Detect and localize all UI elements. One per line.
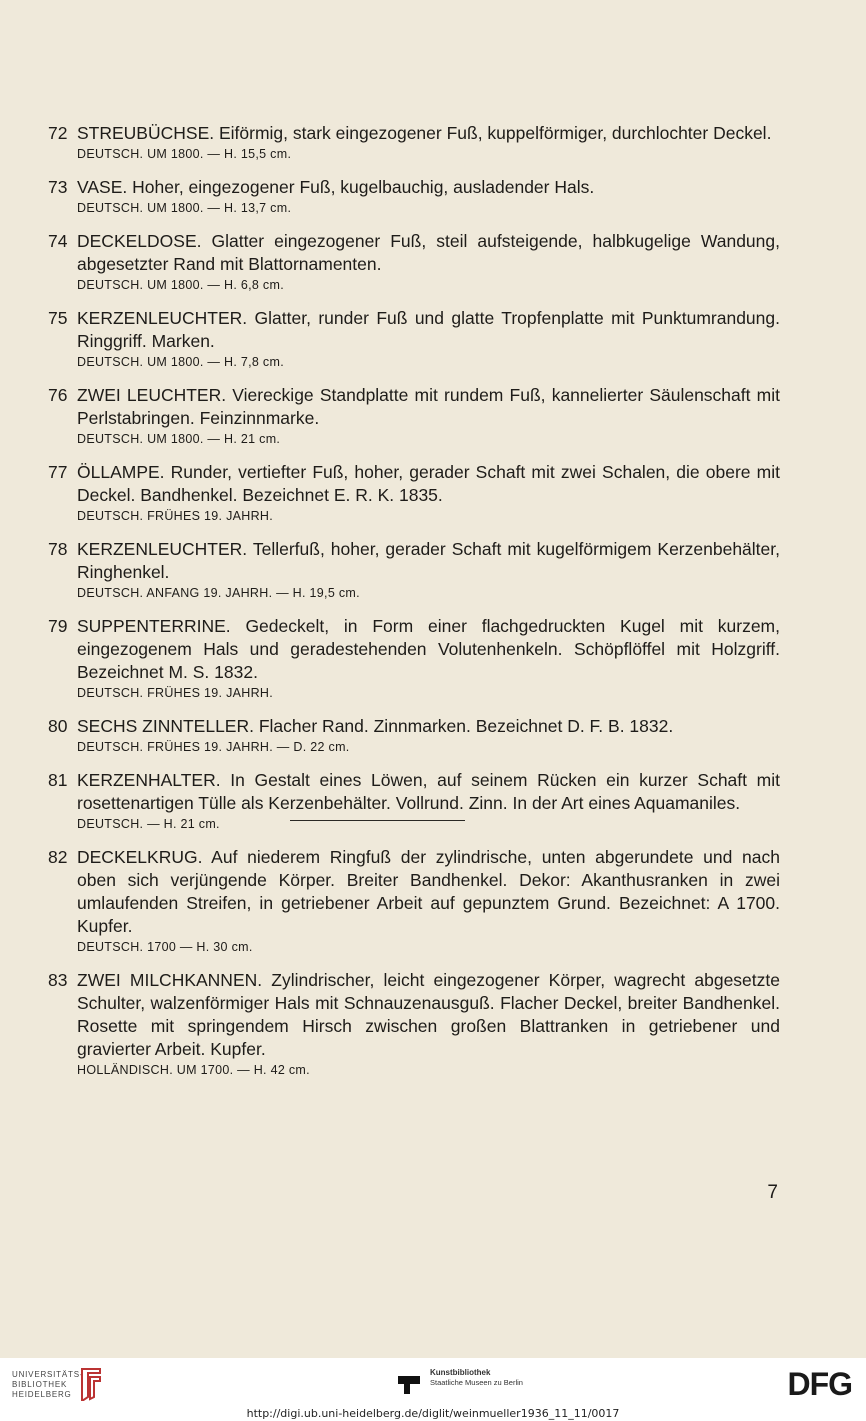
page-number: 7 bbox=[767, 1182, 778, 1203]
entry-number: 81 bbox=[48, 770, 68, 790]
entry-description: VASE. Hoher, eingezogener Fuß, kugelbauchig, ausladender Hals. bbox=[77, 177, 595, 197]
entry-description: DECKELDOSE. Glatter eingezogener Fuß, steil aufsteigende, halbkugelige Wandung, abgesetzter Rand mit Blattornamenten. bbox=[77, 231, 780, 274]
entry-provenance: DEUTSCH. 1700 — H. 30 cm. bbox=[77, 940, 253, 954]
entry-provenance: DEUTSCH. — H. 21 cm. bbox=[77, 817, 220, 831]
entry-number: 83 bbox=[48, 970, 68, 990]
entry-number: 72 bbox=[48, 123, 68, 143]
catalog-entry-81 bbox=[48, 769, 780, 832]
entry-provenance-row bbox=[77, 816, 780, 832]
section-divider bbox=[290, 820, 465, 821]
kunstbibliothek-icon bbox=[396, 1374, 422, 1396]
catalog-entry-83 bbox=[48, 969, 780, 1078]
ub-heidelberg-logo-icon[interactable] bbox=[78, 1367, 104, 1401]
entry-provenance: DEUTSCH. FRÜHES 19. JAHRH. bbox=[77, 686, 274, 700]
entry-description: ÖLLAMPE. Runder, vertiefter Fuß, hoher, gerader Schaft mit zwei Schalen, die obere mit Deckel. Bandhenkel. Bezeichnet E. R. K. 1835. bbox=[77, 462, 780, 505]
entry-description: ZWEI LEUCHTER. Viereckige Standplatte mit rundem Fuß, kannelierter Säulenschaft mit Perlstabringen. Feinzinnmarke. bbox=[77, 385, 780, 428]
entry-number: 76 bbox=[48, 385, 68, 405]
entry-number: 77 bbox=[48, 462, 68, 482]
entry-number: 75 bbox=[48, 308, 68, 328]
entry-description: ZWEI MILCHKANNEN. Zylindrischer, leicht eingezogener Körper, wagrecht abgesetzte Schulter, walzenförmiger Hals mit Schnauzenausguß. Flacher Deckel, breiter Bandhenkel. Rosette mit springendem Hirsch zwischen großen Blattranken in getriebener und gravierter Arbeit. Kupfer. bbox=[77, 970, 780, 1059]
catalog-entry-72 bbox=[48, 122, 780, 162]
entry-provenance: DEUTSCH. UM 1800. — H. 13,7 cm. bbox=[77, 201, 292, 215]
entry-description: KERZENLEUCHTER. Tellerfuß, hoher, gerader Schaft mit kugelförmigem Kerzenbehälter, Ringhenkel. bbox=[77, 539, 780, 582]
kunstbibliothek-title: Kunstbibliothek bbox=[430, 1368, 491, 1377]
catalog-entry-79 bbox=[48, 615, 780, 701]
kunstbibliothek-subtitle: Staatliche Museen zu Berlin bbox=[430, 1378, 523, 1387]
entry-description: SECHS ZINNTELLER. Flacher Rand. Zinnmarken. Bezeichnet D. F. B. 1832. bbox=[77, 716, 674, 736]
entry-description: KERZENHALTER. In Gestalt eines Löwen, auf seinem Rücken ein kurzer Schaft mit rosettenartigen Tülle als Kerzenbehälter. Vollrund. Zinn. In der Art eines Aquamaniles. bbox=[77, 770, 780, 813]
library-line: HEIDELBERG bbox=[12, 1390, 72, 1399]
catalog-entry-73 bbox=[48, 176, 780, 216]
catalog-entry-82 bbox=[48, 846, 780, 955]
entry-provenance: DEUTSCH. UM 1800. — H. 6,8 cm. bbox=[77, 278, 284, 292]
entry-number: 79 bbox=[48, 616, 68, 636]
permalink-url[interactable]: http://digi.ub.uni-heidelberg.de/diglit/weinmueller1936_11_11/0017 bbox=[246, 1407, 620, 1420]
catalog-entry-77 bbox=[48, 461, 780, 524]
library-line: BIBLIOTHEK bbox=[12, 1380, 68, 1389]
entry-provenance: DEUTSCH. ANFANG 19. JAHRH. — H. 19,5 cm. bbox=[77, 586, 360, 600]
catalog-entries bbox=[48, 122, 780, 1092]
entry-provenance: DEUTSCH. UM 1800. — H. 21 cm. bbox=[77, 432, 281, 446]
library-line: UNIVERSITÄTS- bbox=[12, 1370, 84, 1379]
entry-description: STREUBÜCHSE. Eiförmig, stark eingezogener Fuß, kuppelförmiger, durchlochter Deckel. bbox=[77, 123, 772, 143]
digitization-footer bbox=[0, 1358, 866, 1421]
catalog-entry-80 bbox=[48, 715, 780, 755]
entry-description: KERZENLEUCHTER. Glatter, runder Fuß und glatte Tropfenplatte mit Punktumrandung. Ringgriff. Marken. bbox=[77, 308, 780, 351]
kunstbibliothek-text bbox=[430, 1368, 523, 1388]
entry-number: 82 bbox=[48, 847, 68, 867]
entry-description: SUPPENTERRINE. Gedeckelt, in Form einer flachgedruckten Kugel mit kurzem, eingezogenem Hals und geradestehenden Volutenhenkeln. Schöpflöffel mit Holzgriff. Bezeichnet M. S. 1832. bbox=[77, 616, 780, 682]
entry-description: DECKELKRUG. Auf niederem Ringfuß der zylindrische, unten abgerundete und nach oben sich verjüngende Körper. Breiter Bandhenkel. Dekor: Akanthusranken in zwei umlaufenden Streifen, in getriebener Arbeit auf gepunztem Grund. Bezeichnet: A 1700. Kupfer. bbox=[77, 847, 780, 936]
ub-heidelberg-logo-text[interactable] bbox=[12, 1370, 83, 1400]
catalog-entry-78 bbox=[48, 538, 780, 601]
entry-number: 78 bbox=[48, 539, 68, 559]
entry-provenance: DEUTSCH. FRÜHES 19. JAHRH. bbox=[77, 509, 274, 523]
entry-provenance: DEUTSCH. UM 1800. — H. 15,5 cm. bbox=[77, 147, 292, 161]
entry-number: 80 bbox=[48, 716, 68, 736]
entry-provenance: DEUTSCH. UM 1800. — H. 7,8 cm. bbox=[77, 355, 284, 369]
entry-number: 74 bbox=[48, 231, 68, 251]
entry-provenance: DEUTSCH. FRÜHES 19. JAHRH. — D. 22 cm. bbox=[77, 740, 350, 754]
catalog-entry-75 bbox=[48, 307, 780, 370]
catalog-entry-76 bbox=[48, 384, 780, 447]
entry-provenance: HOLLÄNDISCH. UM 1700. — H. 42 cm. bbox=[77, 1063, 310, 1077]
catalog-entry-74 bbox=[48, 230, 780, 293]
entry-number: 73 bbox=[48, 177, 68, 197]
dfg-logo[interactable]: DFG bbox=[787, 1366, 852, 1402]
